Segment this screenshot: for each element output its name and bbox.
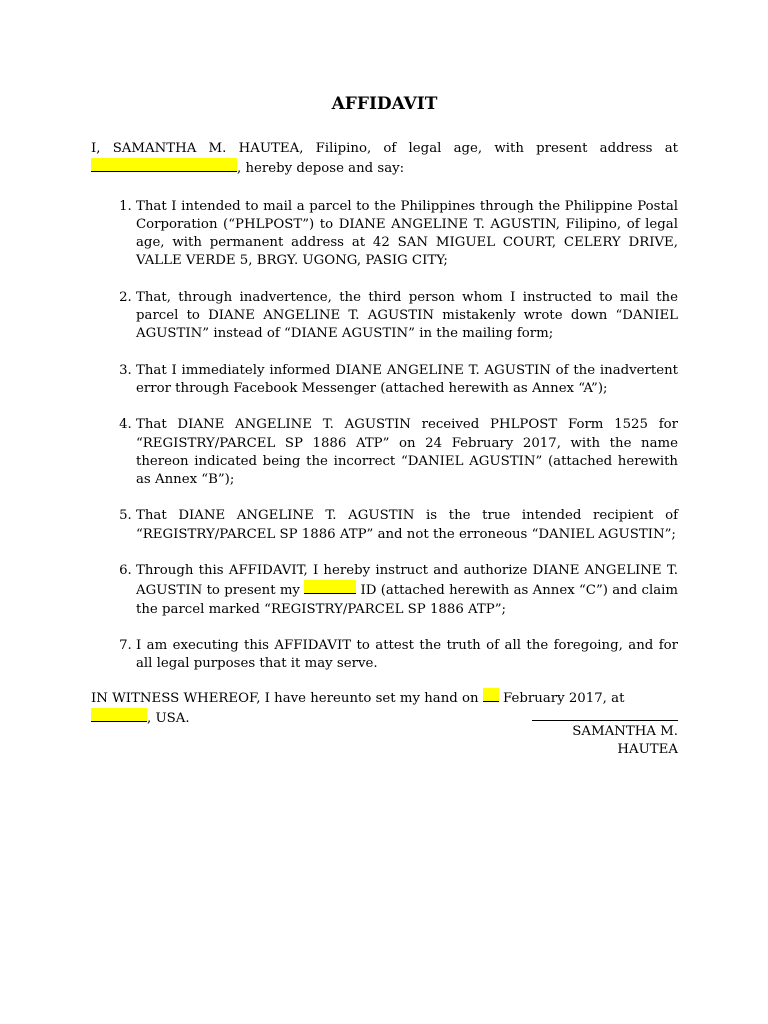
statement-item: 5. That DIANE ANGELINE T. AGUSTIN is the true intended recipient of “REGISTRY/PARCEL SP 1886 ATP” and not the erroneous “DANIEL AGUSTIN”; — [136, 507, 678, 544]
statement-text-start: Through this AFFIDAVIT, I hereby instruct and authorize DIANE ANGELINE T. AGUSTIN to present my — [136, 563, 678, 599]
intro-text-end: , hereby depose and say: — [237, 161, 405, 177]
statement-item: 7. I am executing this AFFIDAVIT to attest the truth of all the foregoing, and for all legal purposes that it may serve. — [136, 637, 678, 674]
address-blank — [91, 158, 237, 172]
day-blank — [483, 688, 499, 702]
intro-paragraph — [91, 140, 678, 179]
statement-item: 2. That, through inadvertence, the third person whom I instructed to mail the parcel to DIANE ANGELINE T. AGUSTIN mistakenly wrote down “DANIEL AGUSTIN” instead of “DIANE AGUSTIN” in the mailing form; — [136, 289, 678, 344]
witness-text-end: , USA. — [147, 710, 190, 726]
signature-block — [532, 720, 678, 759]
statement-item: 4. That DIANE ANGELINE T. AGUSTIN received PHLPOST Form 1525 for “REGISTRY/PARCEL SP 1886 ATP” on 24 February 2017, with the name thereon indicated being the incorrect “DANIEL AGUSTIN” (attached herewith as Annex “B”); — [136, 416, 678, 489]
statement-list — [91, 198, 678, 674]
statement-item: 3. That I immediately informed DIANE ANGELINE T. AGUSTIN of the inadvertent error through Facebook Messenger (attached herewith as Annex “A”); — [136, 362, 678, 399]
witness-text-start: IN WITNESS WHEREOF, I have hereunto set my hand on — [91, 690, 483, 706]
signature-line — [532, 720, 678, 721]
statement-item: 1. That I intended to mail a parcel to the Philippines through the Philippine Postal Corporation (“PHLPOST”) to DIANE ANGELINE T. AGUSTIN, Filipino, of legal age, with permanent address at 42 SAN MIGUEL COURT, CELERY DRIVE, VALLE VERDE 5, BRGY. UGONG, PASIG CITY; — [136, 198, 678, 271]
witness-text-mid: February 2017, at — [498, 690, 625, 706]
signatory-name: SAMANTHA M. HAUTEA — [572, 724, 678, 757]
intro-text-start: I, SAMANTHA M. HAUTEA, Filipino, of legal age, with present address at — [91, 141, 678, 156]
statement-item — [136, 562, 678, 619]
document-title: AFFIDAVIT — [331, 94, 438, 114]
location-blank — [91, 708, 147, 722]
statement-text-end: ID (attached herewith as Annex “C”) and claim the parcel marked “REGISTRY/PARCEL SP 1886 ATP”; — [136, 583, 678, 617]
id-blank — [304, 580, 356, 594]
